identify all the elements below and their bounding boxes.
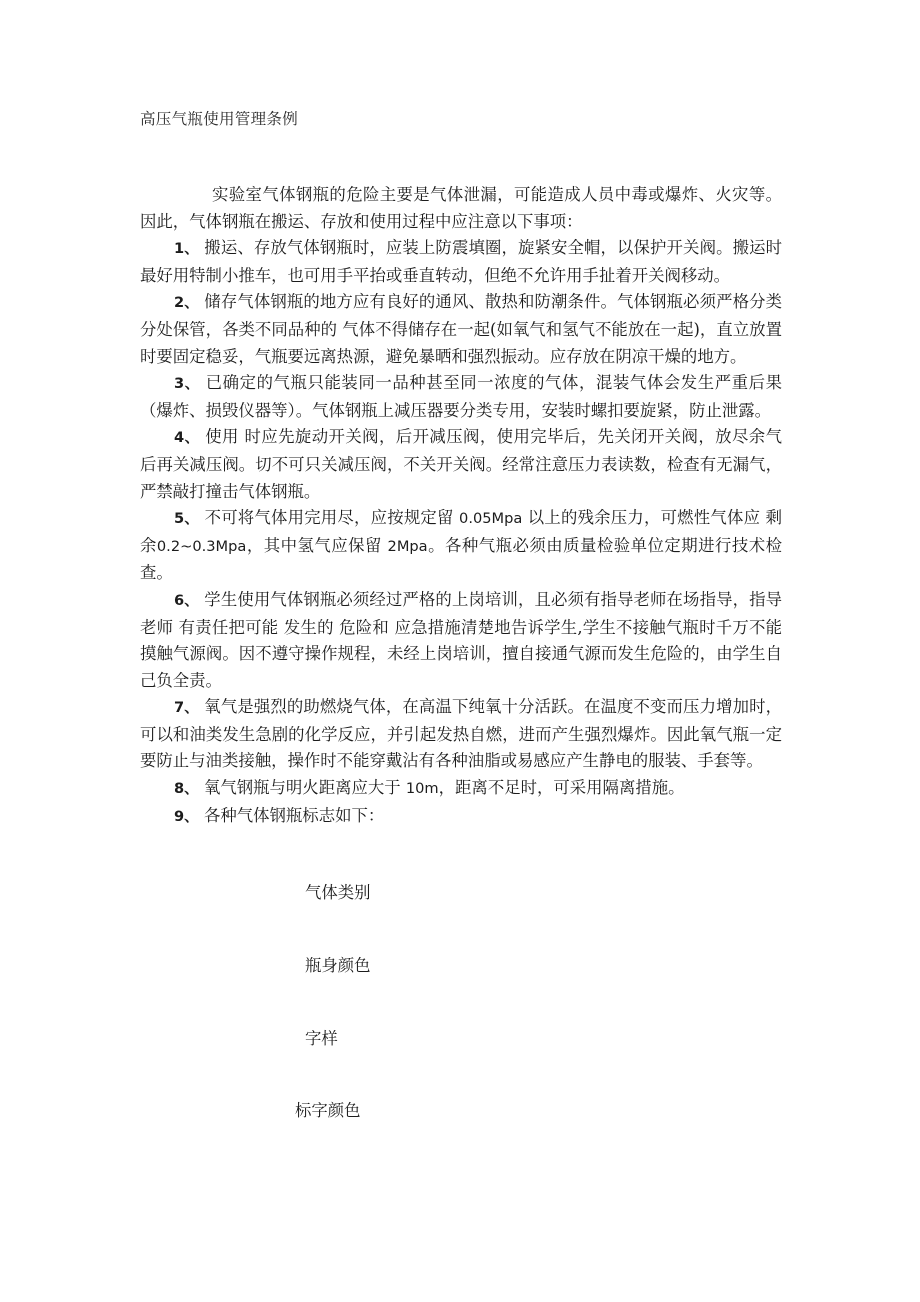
list-marker-4: 4、 (174, 429, 200, 447)
list-text-2: 储存气体钢瓶的地方应有良好的通风、散热和防潮条件。气体钢瓶必须严格分类分处保管，各类不同品种的 气体不得储存在一起(如氧气和氢气不能放在一起)，直立放置时要固定稳妥，气瓶要远离热源，避免暴晒和强烈振动。应存放在阴凉干燥的地方。 (140, 292, 782, 366)
list-marker-2: 2、 (174, 294, 199, 312)
measurement-value: 0.05Mpa (459, 510, 523, 528)
paragraph-item-4 (140, 424, 782, 505)
paragraph-item-2 (140, 289, 782, 370)
table-label-cylinder-color: 瓶身颜色 (305, 956, 371, 975)
measurement-value: 10m (405, 780, 439, 798)
paragraph-item-1 (140, 235, 782, 289)
table-label-gas-category: 气体类别 (305, 883, 371, 902)
list-text-9: 各种气体钢瓶标志如下： (198, 805, 385, 825)
list-text-1: 搬运、存放气体钢瓶时，应装上防震填圈，旋紧安全帽，以保护开关阀。搬运时最好用特制小推车，也可用手平抬或垂直转动，但绝不允许用手扯着开关阀移动。 (140, 238, 782, 285)
list-marker-6: 6、 (174, 591, 199, 609)
paragraph-item-9 (140, 803, 782, 831)
paragraph-item-6 (140, 587, 782, 694)
list-marker-3: 3、 (174, 375, 200, 393)
list-marker-1: 1、 (174, 240, 199, 258)
page-title: 高压气瓶使用管理条例 (140, 110, 299, 128)
table-label-letter-color: 标字颜色 (295, 1101, 361, 1120)
measurement-value: 0.2~0.3Mpa (156, 537, 247, 555)
paragraph-intro: 实验室气体钢瓶的危险主要是气体泄漏，可能造成人员中毒或爆炸、火灾等。因此，气体钢瓶在搬运、存放和使用过程中应注意以下事项： (140, 185, 782, 231)
table-label-lettering: 字样 (305, 1029, 338, 1048)
list-text-8: 氧气钢瓶与明火距离应大于 10m，距离不足时，可采用隔离措施。 (198, 778, 685, 798)
paragraph-item-5 (140, 505, 782, 587)
measurement-value: 2Mpa (387, 537, 428, 555)
list-marker-7: 7、 (174, 699, 199, 717)
list-marker-9: 9、 (174, 807, 199, 825)
list-marker-8: 8、 (174, 780, 199, 798)
list-text-5: 不可将气体用完用尽，应按规定留 0.05Mpa 以上的残余压力，可燃性气体应 剩余0.2~0.3Mpa，其中氢气应保留 2Mpa。各种气瓶必须由质量检验单位定期进行技术检查。 (140, 508, 783, 583)
paragraph-item-7 (140, 694, 782, 775)
list-marker-5: 5、 (174, 510, 200, 528)
paragraph-item-8 (140, 775, 782, 803)
list-text-7: 氧气是强烈的助燃烧气体，在高温下纯氧十分活跃。在温度不变而压力增加时，可以和油类发生急剧的化学反应，并引起发热自燃，进而产生强烈爆炸。因此氧气瓶一定要防止与油类接触，操作时不能穿戴沾有各种油脂或易感应产生静电的服装、手套等。 (140, 697, 782, 771)
document-body (140, 182, 782, 830)
list-text-4: 使用 时应先旋动开关阀，后开减压阀，使用完毕后，先关闭开关阀，放尽余气后再关减压阀。切不可只关减压阀，不关开关阀。经常注意压力表读数，检查有无漏气，严禁敲打撞击气体钢瓶。 (140, 427, 782, 501)
list-text-3: 已确定的气瓶只能装同一品种甚至同一浓度的气体，混装气体会发生严重后果（爆炸、损毁仪器等）。气体钢瓶上减压器要分类专用，安装时螺扣要旋紧，防止泄露。 (140, 373, 782, 420)
list-text-6: 学生使用气体钢瓶必须经过严格的上岗培训，且必须有指导老师在场指导，指导老师 有责任把可能 发生的 危险和 应急措施清楚地告诉学生,学生不接触气瓶时千万不能摸触气源阀。因不遵守操作规程，未经上岗培训，擅自接通气源而发生危险的，由学生自己负全责。 (140, 589, 782, 690)
paragraph-item-3 (140, 370, 782, 424)
